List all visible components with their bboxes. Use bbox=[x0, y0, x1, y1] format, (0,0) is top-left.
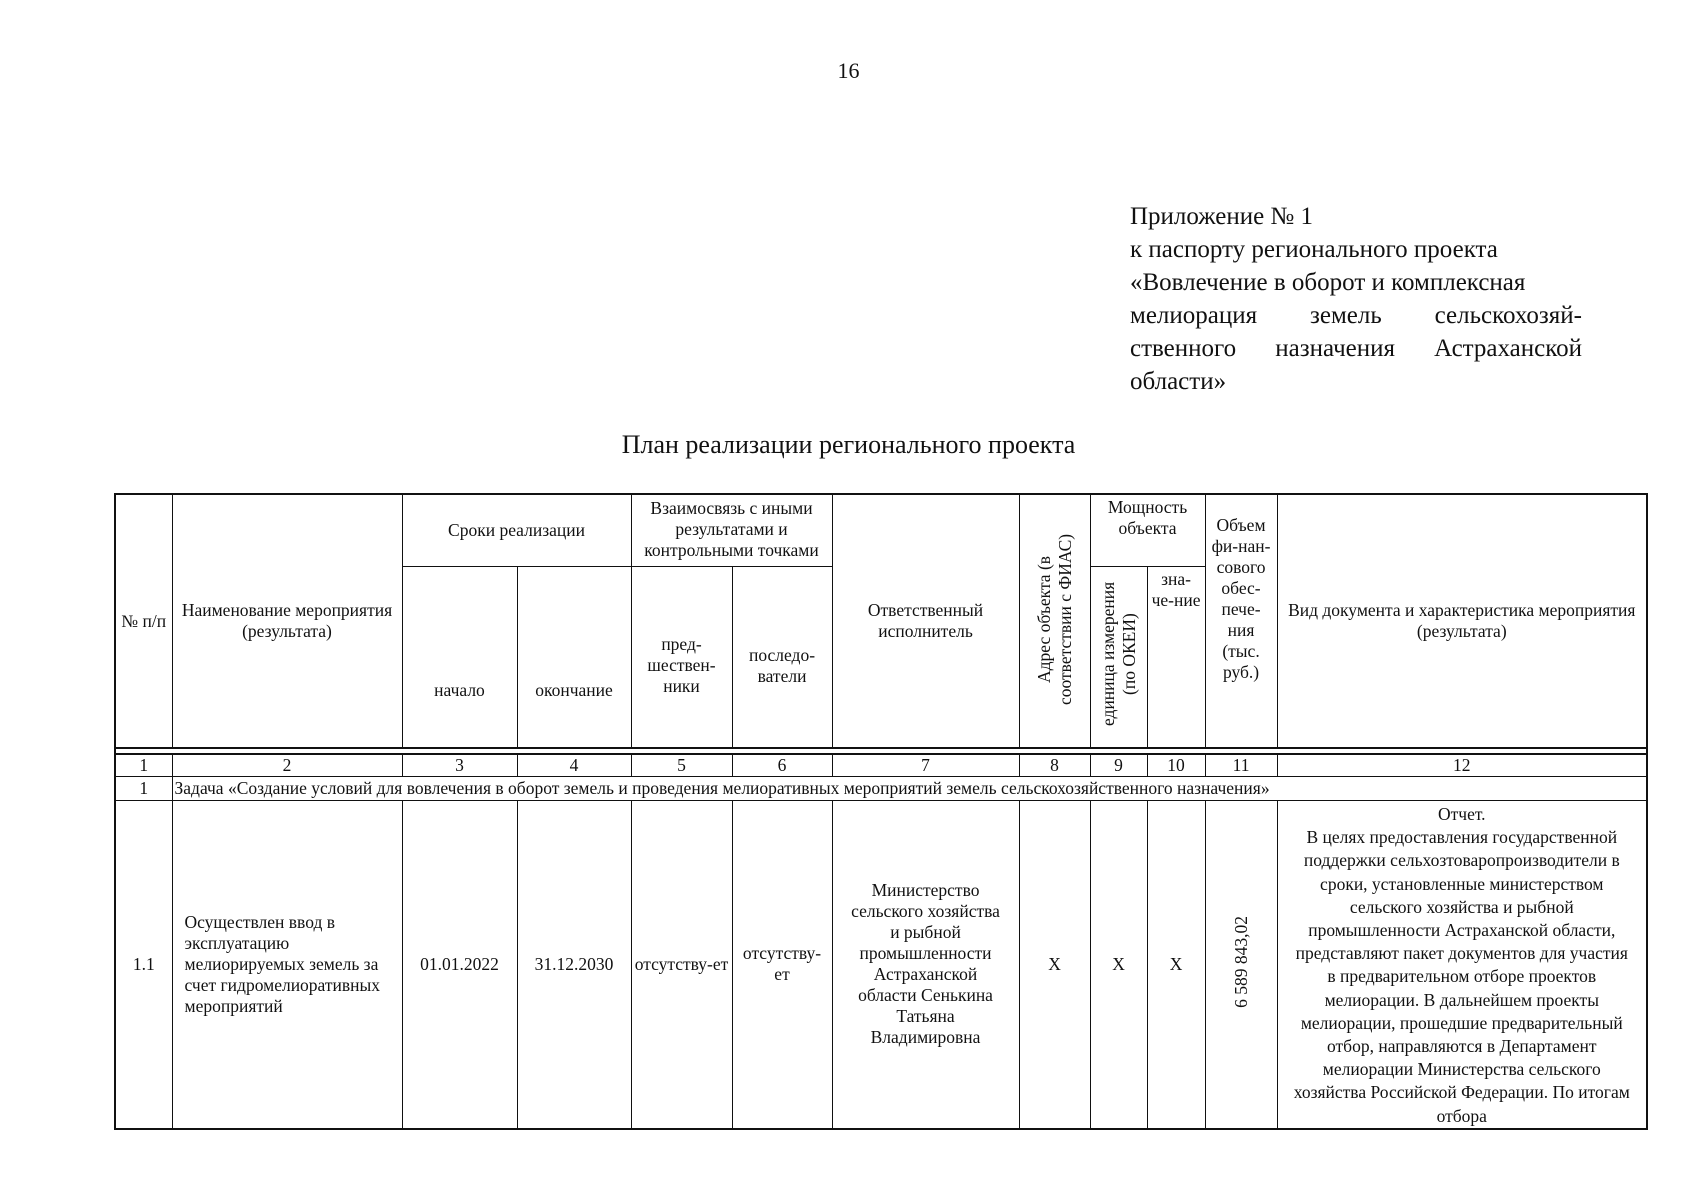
appendix-line-3: «Вовлечение в оборот и комплексная bbox=[1130, 269, 1526, 296]
col-num-7: 7 bbox=[832, 754, 1019, 777]
row-doc bbox=[1277, 801, 1647, 1129]
header-doc: Вид документа и характеристика мероприятия (результата) bbox=[1277, 494, 1647, 748]
appendix-line-4: мелиорация земель сельскохозяй- bbox=[1130, 302, 1582, 329]
col-num-8: 8 bbox=[1019, 754, 1090, 777]
col-num-10: 10 bbox=[1147, 754, 1205, 777]
row-num: 1.1 bbox=[115, 801, 172, 1129]
appendix-line-5: ственного назначения Астраханской bbox=[1130, 335, 1582, 362]
page-number: 16 bbox=[837, 58, 860, 83]
row-executor: Министерство сельского хозяйства и рыбной промышленности Астраханской области Сенькина Татьяна Владимировна bbox=[832, 801, 1019, 1129]
header-capacity: Мощность объекта bbox=[1090, 494, 1205, 566]
header-end: окончание bbox=[517, 566, 631, 748]
task-row bbox=[115, 777, 1647, 801]
appendix-line-1: Приложение № 1 bbox=[1130, 203, 1314, 230]
header-funding: Объем фи-нан-сового обес-пече-ния (тыс. руб.) bbox=[1205, 494, 1277, 748]
header-num: № п/п bbox=[115, 494, 172, 748]
appendix-line-2: к паспорту регионального проекта bbox=[1130, 236, 1498, 263]
row-end: 31.12.2030 bbox=[517, 801, 631, 1129]
header-address bbox=[1019, 494, 1090, 748]
col-num-1: 1 bbox=[115, 754, 172, 777]
column-numbers-row bbox=[115, 754, 1647, 777]
col-num-2: 2 bbox=[172, 754, 402, 777]
col-num-4: 4 bbox=[517, 754, 631, 777]
plan-title: План реализации регионального проекта bbox=[621, 430, 1076, 459]
header-terms: Сроки реализации bbox=[402, 494, 631, 566]
task-num: 1 bbox=[115, 777, 172, 801]
col-num-12: 12 bbox=[1277, 754, 1647, 777]
col-num-11: 11 bbox=[1205, 754, 1277, 777]
appendix-line-6: области» bbox=[1130, 368, 1227, 395]
header-address-text: Адрес объекта (в соответствии с ФИАС) bbox=[1033, 532, 1075, 705]
row-doc-title: Отчет. bbox=[1438, 804, 1486, 824]
plan-table bbox=[114, 493, 1648, 1130]
table-row bbox=[115, 801, 1647, 1129]
header-executor: Ответственный исполнитель bbox=[832, 494, 1019, 748]
header-start: начало bbox=[402, 566, 517, 748]
row-unit: Х bbox=[1090, 801, 1147, 1129]
row-name: Осуществлен ввод в эксплуатацию мелиорируемых земель за счет гидромелиоративных мероприятий bbox=[172, 801, 402, 1129]
appendix-block bbox=[1130, 200, 1582, 398]
row-funding-text: 6 589 843,02 bbox=[1230, 915, 1251, 1008]
col-num-3: 3 bbox=[402, 754, 517, 777]
header-unit-text: единица измерения (по ОКЕИ) bbox=[1097, 582, 1139, 727]
header-name: Наименование мероприятия (результата) bbox=[172, 494, 402, 748]
row-funding bbox=[1205, 801, 1277, 1129]
plan-table-wrapper bbox=[114, 493, 1646, 1130]
col-num-6: 6 bbox=[732, 754, 832, 777]
col-num-9: 9 bbox=[1090, 754, 1147, 777]
row-predecessors: отсутству-ет bbox=[631, 801, 732, 1129]
task-text: Задача «Создание условий для вовлечения в оборот земель и проведения мелиоративных мероприятий земель сельскохозяйственного назначения» bbox=[172, 777, 1647, 801]
row-address: Х bbox=[1019, 801, 1090, 1129]
header-links: Взаимосвязь с иными результатами и контрольными точками bbox=[631, 494, 832, 566]
header-predecessors: пред-шествен-ники bbox=[631, 566, 732, 748]
row-start: 01.01.2022 bbox=[402, 801, 517, 1129]
row-successors: отсутству-ет bbox=[732, 801, 832, 1129]
row-value: Х bbox=[1147, 801, 1205, 1129]
col-num-5: 5 bbox=[631, 754, 732, 777]
header-value: зна-че-ние bbox=[1147, 566, 1205, 748]
header-successors: последо-ватели bbox=[732, 566, 832, 748]
header-unit bbox=[1090, 566, 1147, 748]
row-doc-text: В целях предоставления государственной поддержки сельхозтоваропроизводители в сроки, установленные министерством сельского хозяйства и рыбной промышленности Астраханской области, представляют пакет документов для участия в предварительном отборе проектов мелиорации. В дальнейшем проекты мелиорации, прошедшие предварительный отбор, направляются в Департамент мелиорации Министерства сельского хозяйства Российской Федерации. По итогам отбора bbox=[1293, 827, 1630, 1126]
